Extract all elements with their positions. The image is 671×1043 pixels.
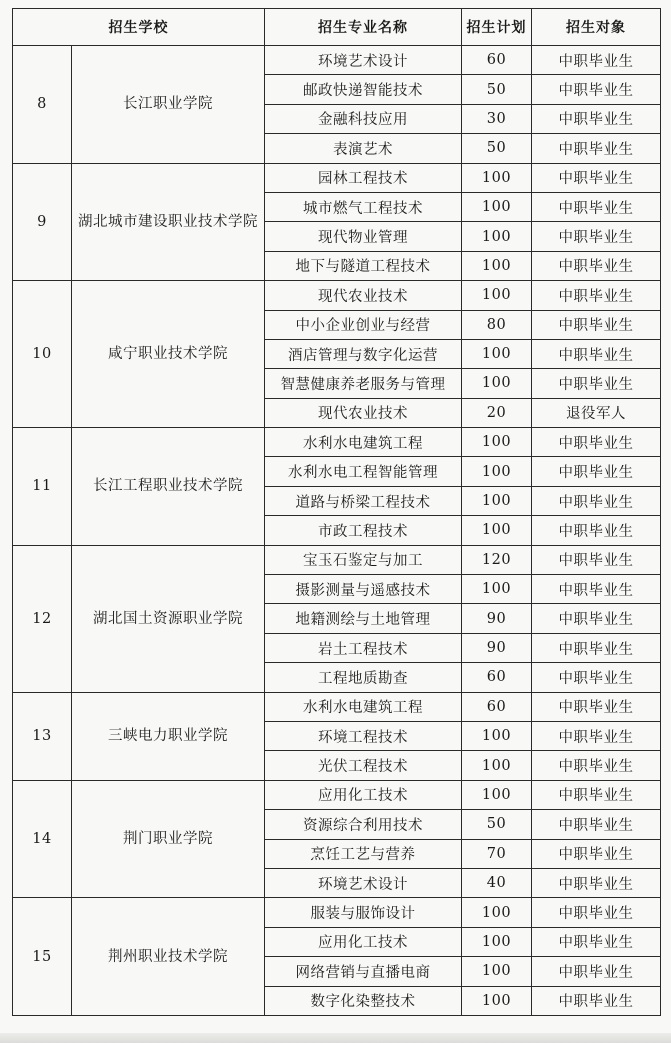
major-name-cell: 道路与桥梁工程技术: [265, 486, 462, 515]
major-name-cell: 现代农业技术: [265, 398, 462, 427]
major-name-cell: 城市燃气工程技术: [265, 192, 462, 221]
plan-count-cell: 60: [462, 46, 532, 75]
school-seq-cell: 10: [13, 281, 72, 428]
school-name: 湖北城市建设职业技术学院: [78, 213, 258, 230]
plan-count-cell: 100: [462, 575, 532, 604]
plan-count-cell: 100: [462, 751, 532, 780]
school-name: 湖北国土资源职业学院: [93, 610, 243, 627]
target-group-cell: 中职毕业生: [532, 310, 661, 339]
table-row: [13, 163, 661, 192]
target-group-cell: 中职毕业生: [532, 839, 661, 868]
major-name-cell: 市政工程技术: [265, 516, 462, 545]
page-bottom-edge: [0, 1033, 671, 1043]
major-name-cell: 表演艺术: [265, 134, 462, 163]
major-name-cell: 环境艺术设计: [265, 46, 462, 75]
target-group-cell: 中职毕业生: [532, 163, 661, 192]
school-name-cell: [72, 780, 265, 898]
school-name: 荆州职业技术学院: [108, 948, 228, 965]
major-name-cell: 邮政快递智能技术: [265, 75, 462, 104]
major-name-cell: 金融科技应用: [265, 104, 462, 133]
target-group-cell: 中职毕业生: [532, 457, 661, 486]
plan-count-cell: 100: [462, 457, 532, 486]
major-name-cell: 烹饪工艺与营养: [265, 839, 462, 868]
school-name-cell: [72, 46, 265, 164]
plan-count-cell: 100: [462, 369, 532, 398]
target-group-cell: 中职毕业生: [532, 898, 661, 927]
plan-count-cell: 100: [462, 516, 532, 545]
major-name-cell: 数字化染整技术: [265, 986, 462, 1015]
plan-count-cell: 100: [462, 957, 532, 986]
target-group-cell: 中职毕业生: [532, 281, 661, 310]
table-row: [13, 780, 661, 809]
major-name-cell: 现代物业管理: [265, 222, 462, 251]
major-name-cell: 地籍测绘与土地管理: [265, 604, 462, 633]
target-group-cell: 中职毕业生: [532, 927, 661, 956]
school-name-cell: [72, 545, 265, 692]
plan-count-cell: 100: [462, 927, 532, 956]
plan-count-cell: 100: [462, 898, 532, 927]
plan-count-cell: 100: [462, 222, 532, 251]
table-row: [13, 281, 661, 310]
target-group-cell: 中职毕业生: [532, 545, 661, 574]
table-row: [13, 692, 661, 721]
major-name-cell: 水利水电建筑工程: [265, 428, 462, 457]
plan-count-cell: 40: [462, 868, 532, 897]
plan-count-cell: 20: [462, 398, 532, 427]
major-name-cell: 服装与服饰设计: [265, 898, 462, 927]
header-school: 招生学校: [13, 9, 265, 46]
major-name-cell: 园林工程技术: [265, 163, 462, 192]
major-name-cell: 中小企业创业与经营: [265, 310, 462, 339]
school-name: 荆门职业学院: [123, 831, 213, 848]
table-header: [13, 9, 661, 46]
school-seq-cell: 15: [13, 898, 72, 1016]
plan-count-cell: 90: [462, 604, 532, 633]
target-group-cell: 中职毕业生: [532, 868, 661, 897]
target-group-cell: 中职毕业生: [532, 75, 661, 104]
major-name-cell: 应用化工技术: [265, 780, 462, 809]
major-name-cell: 地下与隧道工程技术: [265, 251, 462, 280]
plan-count-cell: 70: [462, 839, 532, 868]
header-target: 招生对象: [532, 9, 661, 46]
target-group-cell: 中职毕业生: [532, 134, 661, 163]
plan-count-cell: 100: [462, 780, 532, 809]
plan-count-cell: 100: [462, 721, 532, 750]
target-group-cell: 中职毕业生: [532, 104, 661, 133]
table-row: [13, 545, 661, 574]
school-name: 长江职业学院: [123, 96, 213, 113]
table-body: [13, 46, 661, 1016]
school-name-cell: [72, 281, 265, 428]
target-group-cell: 中职毕业生: [532, 222, 661, 251]
major-name-cell: 酒店管理与数字化运营: [265, 339, 462, 368]
plan-count-cell: 100: [462, 486, 532, 515]
major-name-cell: 智慧健康养老服务与管理: [265, 369, 462, 398]
major-name-cell: 资源综合利用技术: [265, 810, 462, 839]
plan-count-cell: 90: [462, 633, 532, 662]
school-name: 三峡电力职业学院: [108, 728, 228, 745]
major-name-cell: 岩土工程技术: [265, 633, 462, 662]
school-seq-cell: 13: [13, 692, 72, 780]
major-name-cell: 摄影测量与遥感技术: [265, 575, 462, 604]
major-name-cell: 工程地质勘查: [265, 663, 462, 692]
plan-count-cell: 60: [462, 692, 532, 721]
school-name: 长江工程职业技术学院: [93, 478, 243, 495]
plan-count-cell: 30: [462, 104, 532, 133]
school-seq-cell: 11: [13, 428, 72, 546]
target-group-cell: 中职毕业生: [532, 692, 661, 721]
major-name-cell: 现代农业技术: [265, 281, 462, 310]
plan-count-cell: 100: [462, 986, 532, 1015]
target-group-cell: 中职毕业生: [532, 369, 661, 398]
school-name-cell: [72, 692, 265, 780]
target-group-cell: 中职毕业生: [532, 516, 661, 545]
target-group-cell: 中职毕业生: [532, 46, 661, 75]
target-group-cell: 中职毕业生: [532, 604, 661, 633]
plan-count-cell: 100: [462, 339, 532, 368]
target-group-cell: 中职毕业生: [532, 575, 661, 604]
school-name-cell: [72, 163, 265, 281]
plan-count-cell: 100: [462, 281, 532, 310]
target-group-cell: 中职毕业生: [532, 986, 661, 1015]
major-name-cell: 应用化工技术: [265, 927, 462, 956]
school-name-cell: [72, 428, 265, 546]
plan-count-cell: 50: [462, 75, 532, 104]
major-name-cell: 网络营销与直播电商: [265, 957, 462, 986]
target-group-cell: 中职毕业生: [532, 428, 661, 457]
major-name-cell: 宝玉石鉴定与加工: [265, 545, 462, 574]
school-seq-cell: 9: [13, 163, 72, 281]
major-name-cell: 水利水电建筑工程: [265, 692, 462, 721]
target-group-cell: 中职毕业生: [532, 810, 661, 839]
plan-count-cell: 50: [462, 810, 532, 839]
major-name-cell: 水利水电工程智能管理: [265, 457, 462, 486]
plan-count-cell: 100: [462, 251, 532, 280]
plan-count-cell: 100: [462, 428, 532, 457]
table-row: [13, 898, 661, 927]
target-group-cell: 中职毕业生: [532, 486, 661, 515]
plan-count-cell: 120: [462, 545, 532, 574]
school-seq-cell: 14: [13, 780, 72, 898]
target-group-cell: 中职毕业生: [532, 633, 661, 662]
enrollment-table: [12, 8, 661, 1016]
major-name-cell: 环境艺术设计: [265, 868, 462, 897]
target-group-cell: 中职毕业生: [532, 780, 661, 809]
target-group-cell: 退役军人: [532, 398, 661, 427]
school-name-cell: [72, 898, 265, 1016]
target-group-cell: 中职毕业生: [532, 957, 661, 986]
target-group-cell: 中职毕业生: [532, 339, 661, 368]
target-group-cell: 中职毕业生: [532, 751, 661, 780]
header-plan: 招生计划: [462, 9, 532, 46]
plan-count-cell: 80: [462, 310, 532, 339]
plan-count-cell: 60: [462, 663, 532, 692]
table-row: [13, 428, 661, 457]
plan-count-cell: 100: [462, 192, 532, 221]
target-group-cell: 中职毕业生: [532, 251, 661, 280]
target-group-cell: 中职毕业生: [532, 721, 661, 750]
plan-count-cell: 100: [462, 163, 532, 192]
target-group-cell: 中职毕业生: [532, 663, 661, 692]
major-name-cell: 光伏工程技术: [265, 751, 462, 780]
table-row: [13, 46, 661, 75]
target-group-cell: 中职毕业生: [532, 192, 661, 221]
school-seq-cell: 8: [13, 46, 72, 164]
plan-count-cell: 50: [462, 134, 532, 163]
school-name: 咸宁职业技术学院: [108, 346, 228, 363]
school-seq-cell: 12: [13, 545, 72, 692]
header-row: [13, 9, 661, 46]
major-name-cell: 环境工程技术: [265, 721, 462, 750]
header-major: 招生专业名称: [265, 9, 462, 46]
